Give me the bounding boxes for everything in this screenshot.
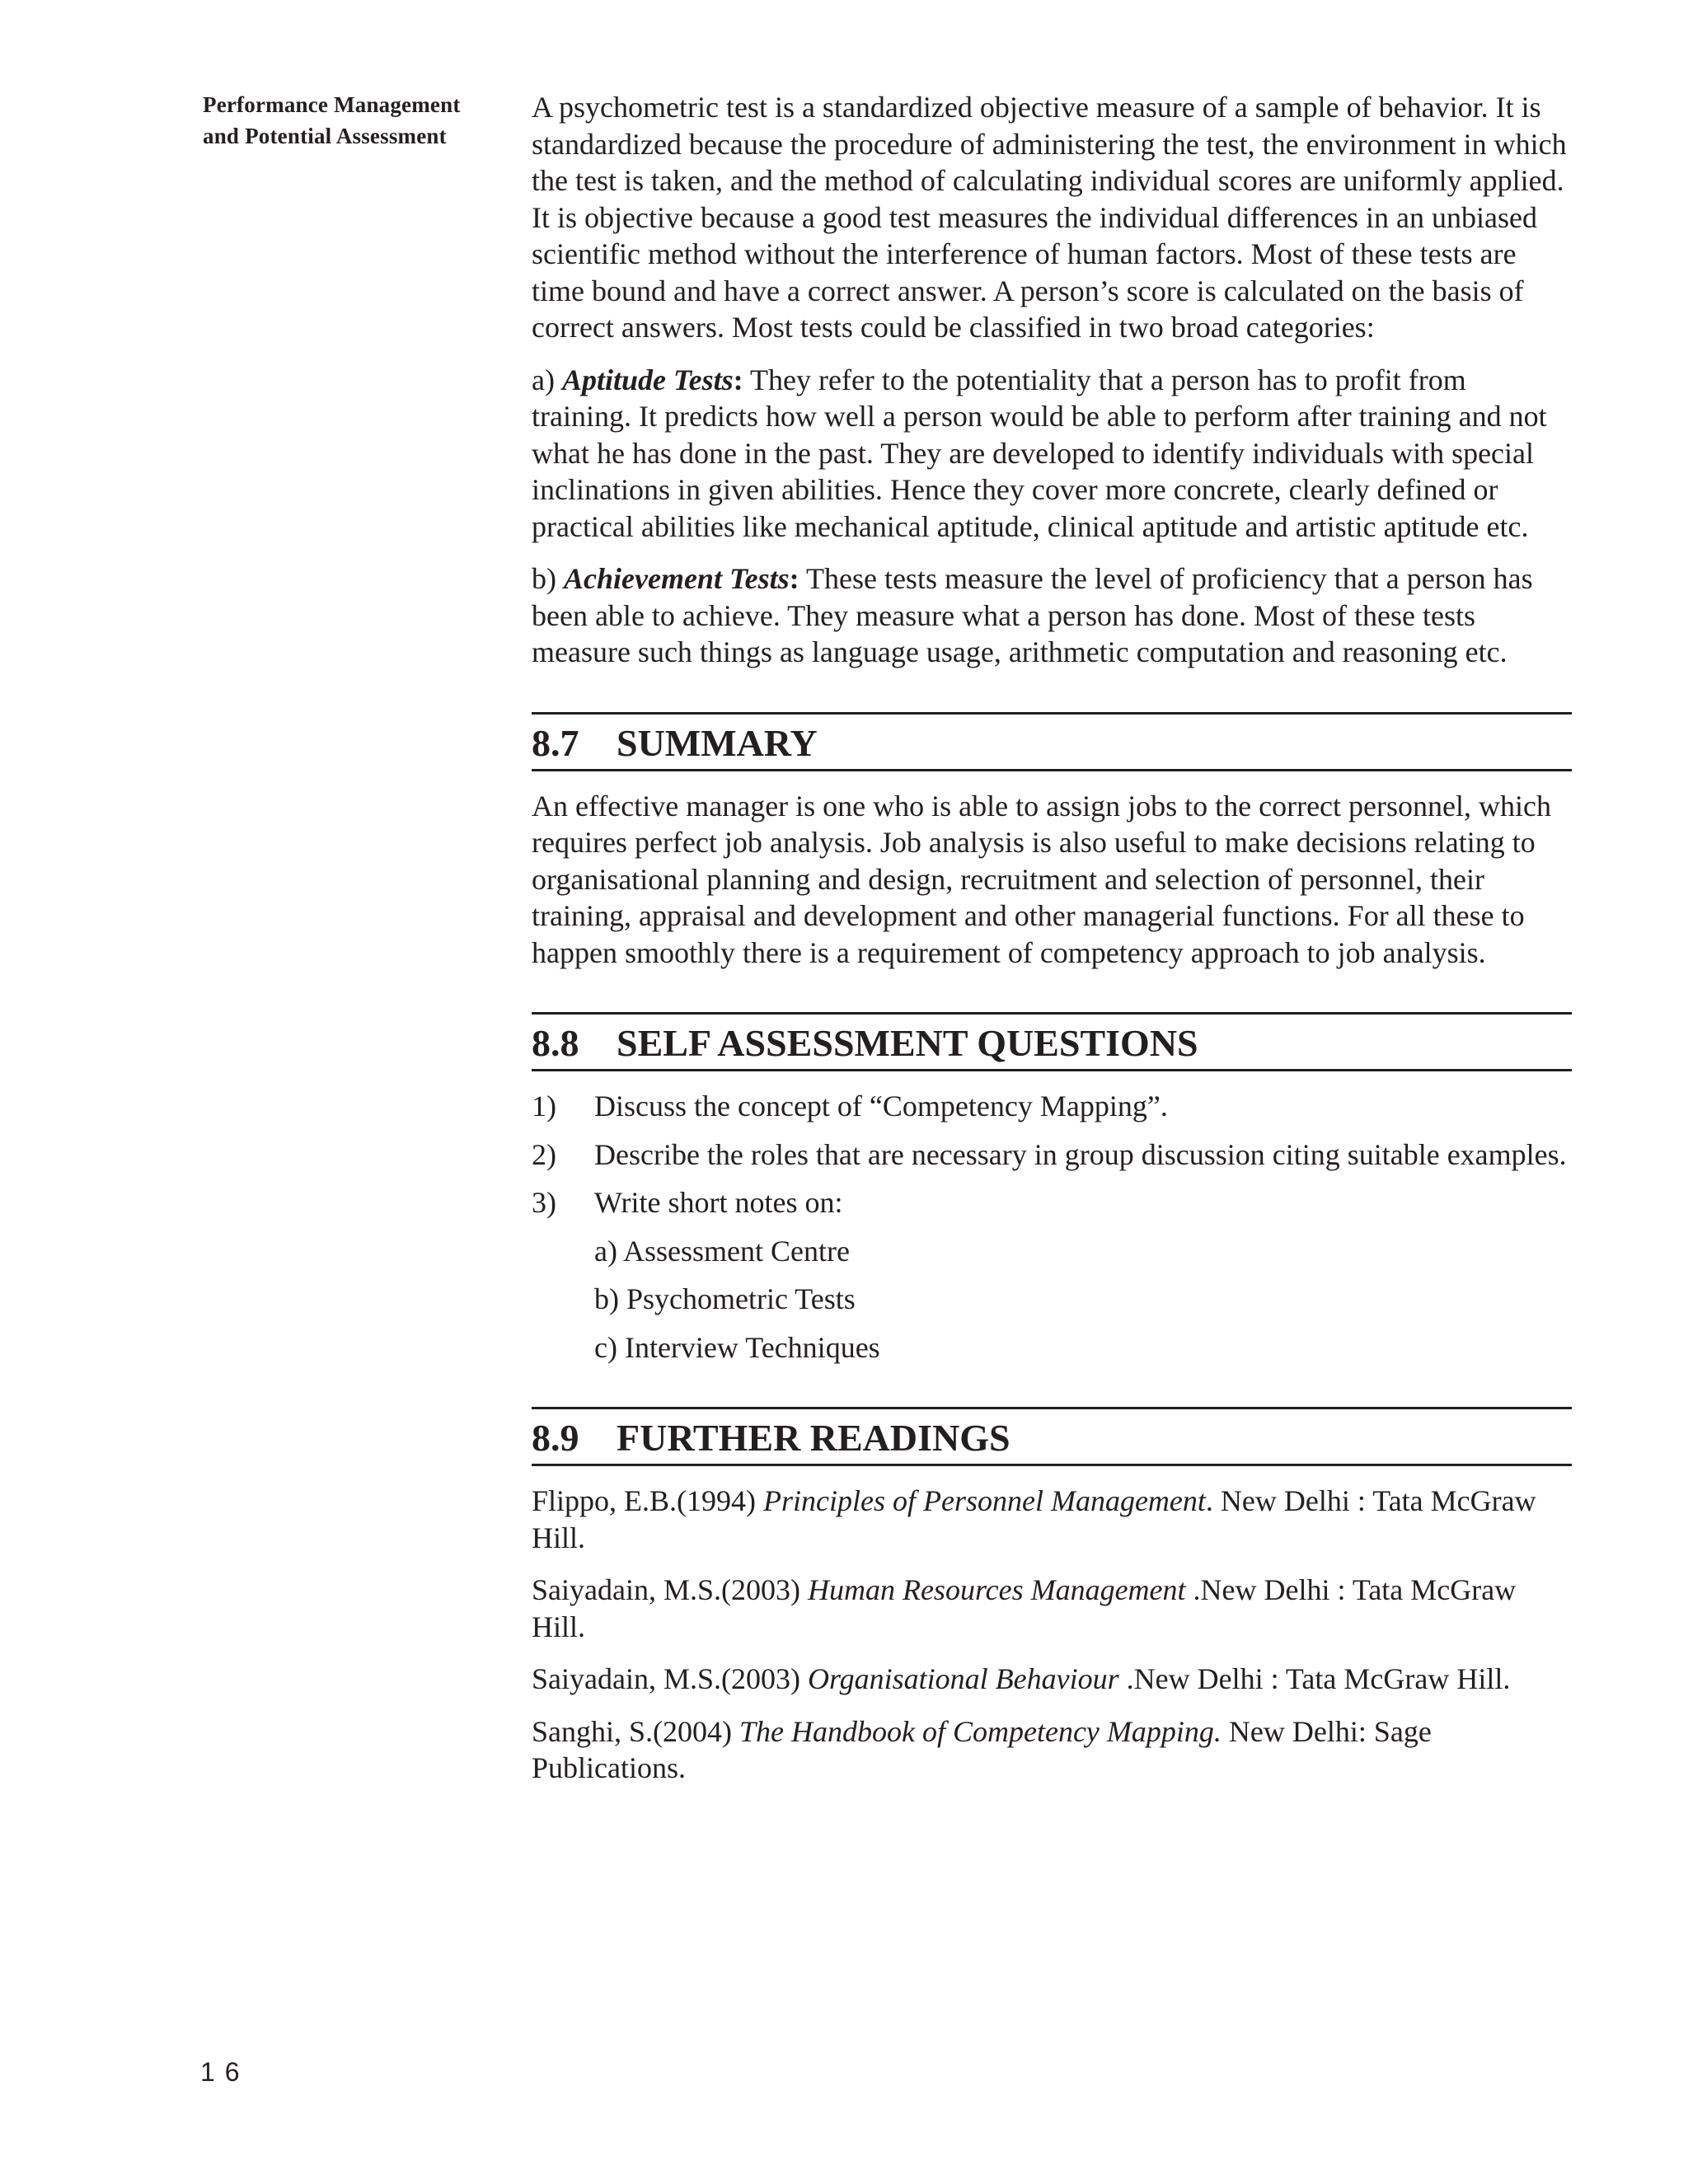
question-number: 3) — [532, 1186, 556, 1219]
question-text: Write short notes on: — [594, 1186, 843, 1219]
short-notes-list — [532, 1233, 1572, 1366]
question-text: Describe the roles that are necessary in group discussion citing suitable examples. — [594, 1137, 1567, 1171]
short-note-item: b) Psychometric Tests — [594, 1282, 856, 1315]
reference-publisher: . New Delhi : Tata McGraw Hill. — [532, 1484, 1536, 1554]
question-item — [532, 1184, 1572, 1221]
further-readings-heading-title: FURTHER READINGS — [617, 1417, 1010, 1459]
further-readings-section — [532, 1407, 1572, 1787]
question-item — [532, 1137, 1572, 1174]
running-head-line-2: and Potential Assessment — [203, 124, 447, 148]
aptitude-colon: : — [733, 363, 743, 396]
aptitude-prefix: a) — [532, 363, 562, 396]
reference-title: The Handbook of Competency Mapping. — [739, 1714, 1221, 1748]
main-content — [532, 89, 1572, 1802]
achievement-text: These tests measure the level of proficiency that a person has been able to achieve. They measure what a person has done. Most of these tests measure such things as language usage, arithmetic computation and reasoning etc. — [532, 562, 1533, 668]
self-assessment-section — [532, 1012, 1572, 1366]
further-readings-heading-number: 8.9 — [532, 1417, 579, 1459]
reference-publisher: .New Delhi : Tata McGraw Hill. — [532, 1573, 1517, 1643]
summary-section — [532, 712, 1572, 972]
achievement-prefix: b) — [532, 562, 564, 595]
reference-author: Flippo, E.B.(1994) — [532, 1484, 764, 1517]
summary-heading-title: SUMMARY — [617, 721, 818, 764]
aptitude-text: They refer to the potentiality that a person has to profit from training. It predicts how well a person would be able to perform after training and not what he has done in the past. They are developed to identify individuals with special inclinations in given abilities. Hence they cover more concrete, clearly defined or practical abilities like mechanical aptitude, clinical aptitude and artistic aptitude etc. — [532, 363, 1547, 543]
reference-author: Saiyadain, M.S.(2003) — [532, 1662, 808, 1695]
reference-title: Human Resources Management — [807, 1573, 1186, 1606]
question-text: Discuss the concept of “Competency Mapping”. — [594, 1090, 1168, 1122]
achievement-tests-paragraph — [532, 560, 1572, 671]
running-head — [203, 89, 491, 152]
short-note-item: a) Assessment Centre — [594, 1234, 850, 1268]
question-item — [532, 1088, 1572, 1125]
self-assessment-heading-number: 8.8 — [532, 1022, 579, 1064]
short-note-item: c) Interview Techniques — [594, 1330, 880, 1364]
aptitude-term: Aptitude Tests — [561, 363, 734, 396]
reference-author: Sanghi, S.(2004) — [532, 1714, 739, 1748]
summary-heading-number: 8.7 — [532, 721, 579, 764]
page-number: 16 — [200, 2057, 250, 2087]
further-readings-heading — [532, 1407, 1572, 1466]
summary-heading — [532, 712, 1572, 771]
self-assessment-heading-title: SELF ASSESSMENT QUESTIONS — [617, 1022, 1198, 1064]
reference-item — [532, 1713, 1572, 1787]
question-number: 1) — [532, 1090, 556, 1122]
achievement-term: Achievement Tests — [564, 562, 790, 595]
question-number: 2) — [532, 1137, 556, 1171]
running-head-line-1: Performance Management — [203, 92, 461, 117]
summary-paragraph: An effective manager is one who is able to assign jobs to the correct personnel, which requires perfect job analysis. Job analysis is also useful to make decisions relating to organisational planning and design, recruitment and selection of personnel, their training, appraisal and development and other managerial functions. For all these to happen smoothly there is a requirement of competency approach to job analysis. — [532, 789, 1551, 969]
reference-publisher: New Delhi: Sage Publications. — [532, 1714, 1432, 1784]
reference-item — [532, 1483, 1572, 1556]
reference-title: Principles of Personnel Management — [763, 1484, 1206, 1517]
self-assessment-heading — [532, 1012, 1572, 1071]
reference-item — [532, 1572, 1572, 1645]
intro-paragraph: A psychometric test is a standardized objective measure of a sample of behavior. It is standardized because the procedure of administering the test, the environment in which the test is taken, and the method of calculating individual scores are uniformly applied. It is objective because a good test measures the individual differences in an unbiased scientific method without the interference of human factors. Most of these tests are time bound and have a correct answer. A person’s score is calculated on the basis of correct answers. Most tests could be classified in two broad categories: — [532, 91, 1567, 344]
achievement-colon: : — [789, 562, 799, 595]
reference-item — [532, 1661, 1572, 1698]
reference-author: Saiyadain, M.S.(2003) — [532, 1573, 808, 1606]
aptitude-tests-paragraph — [532, 362, 1572, 546]
reference-title: Organisational Behaviour — [807, 1662, 1119, 1695]
reference-publisher: .New Delhi : Tata McGraw Hill. — [1118, 1662, 1511, 1695]
